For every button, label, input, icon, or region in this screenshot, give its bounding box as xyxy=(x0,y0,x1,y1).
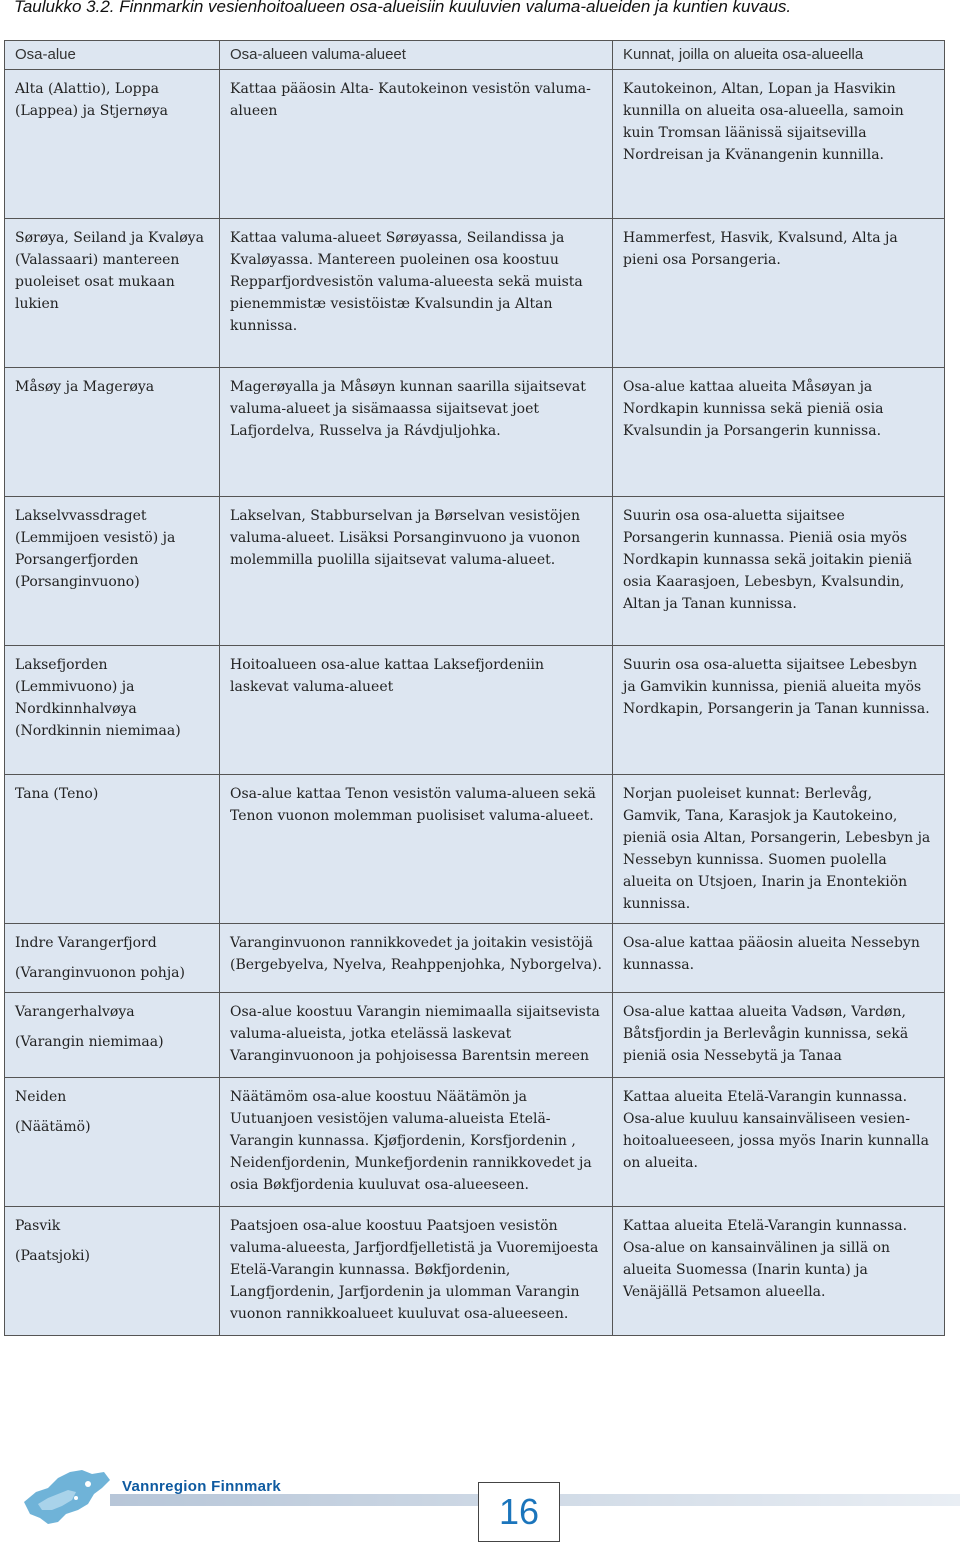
cell-basins: Kattaa pääosin Alta- Kautokeinon vesistön valuma-alueen xyxy=(220,70,613,219)
table-row xyxy=(5,1207,945,1336)
table-row xyxy=(5,993,945,1078)
cell-sub-area: Indre Varangerfjord (Varanginvuonon pohja) xyxy=(5,924,220,993)
cell-basins: Lakselvan, Stabburselvan ja Børselvan vesistöjen valuma-alueet. Lisäksi Porsanginvuono ja vuonon molemmilla puolilla sijaitsevat valuma-alueet. xyxy=(220,497,613,646)
cell-basins: Magerøyalla ja Måsøyn kunnan saarilla sijaitsevat valuma-alueet ja sisämaassa sijaitsevat joet Lafjordelva, Russelva ja Rávdjuljohka. xyxy=(220,368,613,497)
table-row xyxy=(5,646,945,775)
cell-sub-area: Laksefjorden (Lemmivuono) ja Nordkinnhalvøya (Nordkinnin niemimaa) xyxy=(5,646,220,775)
cell-basins: Osa-alue kattaa Tenon vesistön valuma-alueen sekä Tenon vuonon molemman puolisiset valuma-alueet. xyxy=(220,775,613,924)
cell-basins: Hoitoalueen osa-alue kattaa Laksefjordeniin laskevat valuma-alueet xyxy=(220,646,613,775)
cell-municipalities: Osa-alue kattaa alueita Vadsøn, Vardøn, Båtsfjordin ja Berlevågin kunnissa, sekä pieniä osia Nessebytä ja Tanaa xyxy=(613,993,945,1078)
map-of-scandinavia-icon xyxy=(18,1464,114,1528)
municipality-table xyxy=(4,40,945,1336)
cell-basins: Paatsjoen osa-alue koostuu Paatsjoen vesistön valuma-alueesta, Jarfjordfjelletistä ja Vuoremijoesta Etelä-Varangin kunnassa. Bøkfjordenin, Langfjordenin, Jarfjordenin ja ulomman Varangin vuonon rannikkoalueet kuuluvat osa-alueeseen. xyxy=(220,1207,613,1336)
cell-municipalities: Norjan puoleiset kunnat: Berlevåg, Gamvik, Tana, Karasjok ja Kautokeino, pieniä osia Altan, Porsangerin, Lebesbyn ja Nessebyn kunnissa. Suomen puolella alueita on Utsjoen, Inarin ja Enontekiön kunnissa. xyxy=(613,775,945,924)
cell-sub-area: Neiden (Näätämö) xyxy=(5,1078,220,1207)
table-row xyxy=(5,924,945,993)
header-sub-area: Osa-alue xyxy=(5,41,220,70)
cell-municipalities: Suurin osa osa-aluetta sijaitsee Lebesbyn ja Gamvikin kunnissa, pieniä alueita myös Nordkapin, Porsangerin ja Tanan kunnissa. xyxy=(613,646,945,775)
cell-municipalities: Kattaa alueita Etelä-Varangin kunnassa. Osa-alue kuuluu kansainväliseen vesien-hoitoalueeseen, jossa myös Inarin kunnalla on alueita. xyxy=(613,1078,945,1207)
page-footer xyxy=(0,1460,960,1542)
table-header-row xyxy=(5,41,945,70)
table-row xyxy=(5,775,945,924)
cell-sub-area: Lakselvvassdraget (Lemmijoen vesistö) ja Porsangerfjorden (Porsanginvuono) xyxy=(5,497,220,646)
cell-municipalities: Kautokeinon, Altan, Lopan ja Hasvikin kunnilla on alueita osa-alueella, samoin kuin Tromsan läänissä sijaitsevilla Nordreisan ja Kvänangenin kunnilla. xyxy=(613,70,945,219)
cell-municipalities: Osa-alue kattaa pääosin alueita Nessebyn kunnassa. xyxy=(613,924,945,993)
table-row xyxy=(5,219,945,368)
header-basins: Osa-alueen valuma-alueet xyxy=(220,41,613,70)
table-row xyxy=(5,497,945,646)
cell-sub-area: Varangerhalvøya (Varangin niemimaa) xyxy=(5,993,220,1078)
cell-basins: Varanginvuonon rannikkovedet ja joitakin vesistöjä (Bergebyelva, Nyelva, Reahppenjohka, Nyborgelva). xyxy=(220,924,613,993)
table-row xyxy=(5,70,945,219)
cell-municipalities: Suurin osa osa-aluetta sijaitsee Porsangerin kunnassa. Pieniä osia myös Nordkapin kunnassa sekä joitakin pieniä osia Kaarasjoen, Lebesbyn, Kvalsundin, Altan ja Tanan kunnissa. xyxy=(613,497,945,646)
cell-basins: Näätämöm osa-alue koostuu Näätämön ja Uutuanjoen vesistöjen valuma-alueista Etelä-Varangin kunnassa. Kjøfjordenin, Korsfjordenin , Neidenfjordenin, Munkefjordenin rannikkovedet ja osia Bøkfjordenia kuuluvat osa-alueeseen. xyxy=(220,1078,613,1207)
cell-municipalities: Osa-alue kattaa alueita Måsøyan ja Nordkapin kunnissa sekä pieniä osia Kvalsundin ja Porsangerin kunnissa. xyxy=(613,368,945,497)
cell-sub-area: Sørøya, Seiland ja Kvaløya (Valassaari) mantereen puoleiset osat mukaan lukien xyxy=(5,219,220,368)
page-number: 16 xyxy=(478,1482,560,1542)
cell-sub-area: Pasvik (Paatsjoki) xyxy=(5,1207,220,1336)
footer-logo-text: Vannregion Finnmark xyxy=(122,1478,282,1495)
cell-basins: Kattaa valuma-alueet Sørøyassa, Seilandissa ja Kvaløyassa. Mantereen puoleinen osa koostuu Repparfjordvesistön valuma-alueesta sekä muista pienemmistæ vesistöistæ Kvalsundin ja Altan kunnissa. xyxy=(220,219,613,368)
header-municipalities: Kunnat, joilla on alueita osa-alueella xyxy=(613,41,945,70)
cell-sub-area: Tana (Teno) xyxy=(5,775,220,924)
cell-municipalities: Hammerfest, Hasvik, Kvalsund, Alta ja pieni osa Porsangeria. xyxy=(613,219,945,368)
cell-sub-area: Måsøy ja Magerøya xyxy=(5,368,220,497)
table-row xyxy=(5,368,945,497)
table-row xyxy=(5,1078,945,1207)
cell-basins: Osa-alue koostuu Varangin niemimaalla sijaitsevista valuma-alueista, jotka etelässä laskevat Varanginvuonoon ja pohjoisessa Barentsin mereen xyxy=(220,993,613,1078)
cell-sub-area: Alta (Alattio), Loppa (Lappea) ja Stjernøya xyxy=(5,70,220,219)
cell-municipalities: Kattaa alueita Etelä-Varangin kunnassa. Osa-alue on kansainvälinen ja sillä on alueita Suomessa (Inarin kunta) ja Venäjällä Petsamon alueella. xyxy=(613,1207,945,1336)
table-caption: Taulukko 3.2. Finnmarkin vesienhoitoalueen osa-alueisiin kuuluvien valuma-alueiden ja kuntien kuvaus. xyxy=(14,0,792,16)
